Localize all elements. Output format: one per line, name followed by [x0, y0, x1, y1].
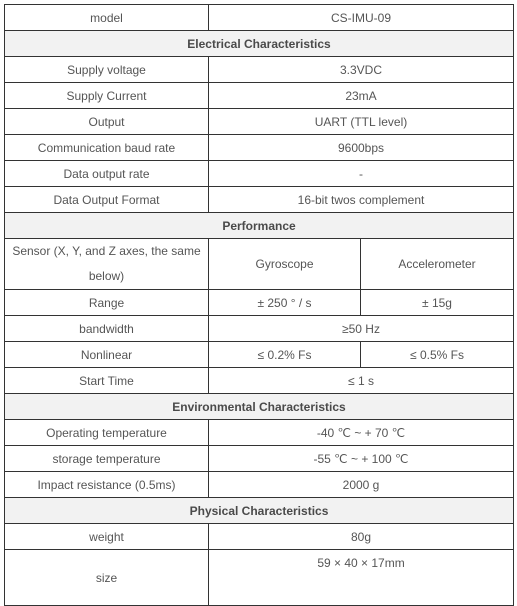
row-label: bandwidth — [5, 316, 209, 342]
row-value: -40 ℃ ~ + 70 ℃ — [209, 420, 514, 446]
row-value: 9600bps — [209, 135, 514, 161]
row-label: storage temperature — [5, 446, 209, 472]
table-row — [5, 161, 514, 187]
row-value-accelerometer: Accelerometer — [361, 239, 514, 290]
row-label: Nonlinear — [5, 342, 209, 368]
row-label: Data output rate — [5, 161, 209, 187]
row-label: Operating temperature — [5, 420, 209, 446]
row-value-accelerometer: ≤ 0.5% Fs — [361, 342, 514, 368]
section-header-row — [5, 498, 514, 524]
row-value-gyroscope: ± 250 ° / s — [209, 290, 361, 316]
row-value: ≥50 Hz — [209, 316, 514, 342]
row-value: ≤ 1 s — [209, 368, 514, 394]
row-value: CS-IMU-09 — [209, 5, 514, 31]
table-row — [5, 239, 514, 290]
table-row — [5, 550, 514, 606]
row-value: 23mA — [209, 83, 514, 109]
row-value: 16-bit twos complement — [209, 187, 514, 213]
row-label: Start Time — [5, 368, 209, 394]
section-header-physical: Physical Characteristics — [5, 498, 514, 524]
row-label: Supply Current — [5, 83, 209, 109]
row-value: 3.3VDC — [209, 57, 514, 83]
row-label: Communication baud rate — [5, 135, 209, 161]
table-row — [5, 524, 514, 550]
table-row — [5, 446, 514, 472]
row-value: UART (TTL level) — [209, 109, 514, 135]
row-value: 59 × 40 × 17mm — [209, 550, 514, 606]
row-value: 2000 g — [209, 472, 514, 498]
table-row — [5, 420, 514, 446]
spec-table-container — [4, 4, 514, 606]
row-value: - — [209, 161, 514, 187]
table-row — [5, 342, 514, 368]
section-header-environmental: Environmental Characteristics — [5, 394, 514, 420]
section-header-performance: Performance — [5, 213, 514, 239]
table-row — [5, 316, 514, 342]
table-row — [5, 187, 514, 213]
table-row — [5, 472, 514, 498]
table-row — [5, 109, 514, 135]
row-value: 80g — [209, 524, 514, 550]
row-label: weight — [5, 524, 209, 550]
row-label: Output — [5, 109, 209, 135]
row-label: Impact resistance (0.5ms) — [5, 472, 209, 498]
table-row — [5, 368, 514, 394]
table-row — [5, 290, 514, 316]
row-label: Range — [5, 290, 209, 316]
section-header-row — [5, 213, 514, 239]
row-label: Sensor (X, Y, and Z axes, the same below) — [5, 239, 209, 290]
spec-table — [4, 4, 514, 606]
row-value-gyroscope: ≤ 0.2% Fs — [209, 342, 361, 368]
table-row — [5, 57, 514, 83]
section-header-row — [5, 31, 514, 57]
row-label: Supply voltage — [5, 57, 209, 83]
row-value-accelerometer: ± 15g — [361, 290, 514, 316]
row-value-gyroscope: Gyroscope — [209, 239, 361, 290]
section-header-electrical: Electrical Characteristics — [5, 31, 514, 57]
table-row — [5, 83, 514, 109]
row-label: Data Output Format — [5, 187, 209, 213]
row-value: -55 ℃ ~ + 100 ℃ — [209, 446, 514, 472]
table-row — [5, 135, 514, 161]
row-label: size — [5, 550, 209, 606]
table-row — [5, 5, 514, 31]
row-label: model — [5, 5, 209, 31]
section-header-row — [5, 394, 514, 420]
